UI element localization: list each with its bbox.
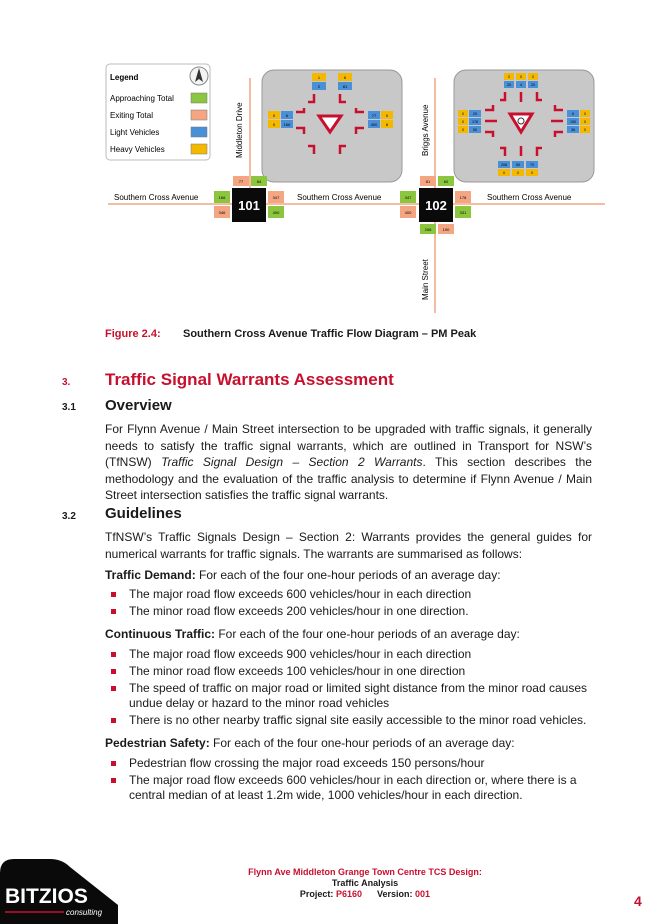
- traffic-demand-heading: [105, 567, 595, 583]
- legend-heavy: Heavy Vehicles: [110, 145, 165, 154]
- flow-value: 6: [285, 113, 289, 118]
- flow-value: 0: [584, 112, 586, 116]
- figure-caption: [105, 328, 476, 340]
- flow-value: 50: [473, 128, 477, 132]
- intersection-102: [400, 176, 471, 234]
- version-value: 001: [415, 889, 431, 899]
- flow-value: 4: [520, 83, 522, 87]
- page-number: 4: [634, 893, 642, 909]
- footer-line-1: [150, 867, 580, 878]
- flow-value: 84: [256, 179, 262, 184]
- figure-number: Figure 2.4:: [105, 328, 161, 340]
- flow-value: 346: [218, 210, 226, 215]
- list-item-text: The major road flow exceeds 600 vehicles/hour in each direction or, where there is a central median of at least 1.2m wide, 1000 vehicles/hour in each direction.: [129, 773, 577, 802]
- continuous-traffic-list: [105, 647, 595, 730]
- list-item-text: There is no other nearby traffic signal site easily accessible to the minor road vehicles.: [129, 713, 587, 727]
- flow-value: 0: [503, 171, 505, 175]
- list-item: [105, 647, 595, 662]
- flow-value: 0: [462, 128, 464, 132]
- flow-value: 1: [317, 75, 321, 80]
- traffic-flow-diagram: [100, 58, 610, 318]
- section-3-1-title: Overview: [105, 397, 172, 414]
- flow-value: 0: [584, 120, 586, 124]
- north-arrow-icon: [190, 67, 208, 85]
- flow-value: 400: [272, 210, 280, 215]
- list-item-text: The major road flow exceeds 900 vehicles/hour in each direction: [129, 647, 472, 661]
- traffic-demand-list: [105, 587, 595, 621]
- flow-value: 400: [404, 210, 412, 215]
- project-label: Project:: [299, 889, 334, 899]
- figure-title: Southern Cross Avenue Traffic Flow Diagram – PM Peak: [183, 328, 477, 340]
- flow-value: 0: [584, 128, 586, 132]
- guidelines-intro: TfNSW’s Traffic Signals Design – Section 2: Warrants provides the general guides for numerical warrants for traffic signals. The warrants are summarised as follows:: [105, 530, 592, 561]
- flow-value: 0: [532, 75, 534, 79]
- overview-reference: Traffic Signal Design – Section 2 Warrants: [161, 455, 423, 469]
- intersection-102-id: 102: [425, 198, 447, 213]
- flow-value: 208: [501, 163, 507, 167]
- flow-value: 208: [424, 227, 432, 232]
- list-item-text: The speed of traffic on major road or limited sight distance from the minor road causes undue delay or hazard to the minor road vehicles: [129, 681, 587, 710]
- version-label: Version:: [377, 889, 413, 899]
- intersection-102-panel: [454, 70, 594, 182]
- flow-value: 347: [404, 195, 412, 200]
- list-item-text: The major road flow exceeds 600 vehicles/hour in each direction: [129, 587, 472, 601]
- legend-approaching: Approaching Total: [110, 94, 174, 103]
- flow-value: 0: [272, 122, 276, 127]
- list-item: [105, 773, 595, 803]
- logo-wordmark: BITZIOS: [5, 885, 88, 908]
- flow-value: 0: [462, 112, 464, 116]
- flow-value: 0: [462, 120, 464, 124]
- flow-value: 81: [425, 179, 431, 184]
- group-text: For each of the four one-hour periods of an average day:: [209, 736, 515, 750]
- logo-tagline: consulting: [66, 908, 103, 917]
- list-item-text: The minor road flow exceeds 200 vehicles/hour in one direction.: [129, 604, 469, 618]
- list-item: [105, 664, 595, 679]
- flow-value: 77: [238, 179, 244, 184]
- intersection-101-id: 101: [238, 198, 260, 213]
- flow-value: 8: [385, 122, 389, 127]
- list-item: [105, 713, 595, 728]
- flow-value: 6: [572, 112, 574, 116]
- list-item: [105, 604, 595, 619]
- pedestrian-safety-list: [105, 756, 595, 805]
- flow-value: 166: [283, 122, 291, 127]
- flow-value: 50: [516, 163, 520, 167]
- road-label-middleton: Middleton Drive: [235, 102, 244, 158]
- flow-value: 178: [459, 195, 467, 200]
- flow-value: 70: [530, 163, 534, 167]
- list-item: [105, 587, 595, 602]
- section-3-2-title: Guidelines: [105, 505, 182, 522]
- list-item: [105, 681, 595, 711]
- road-label-briggs: Briggs Avenue: [421, 104, 430, 156]
- group-label: Traffic Demand:: [105, 568, 196, 582]
- footer-project-title: Flynn Ave Middleton Grange Town Centre TCS Design:: [248, 867, 482, 877]
- footer-line-2: Traffic Analysis: [331, 878, 399, 888]
- section-3-title: Traffic Signal Warrants Assessment: [105, 370, 394, 389]
- legend-light: Light Vehicles: [110, 128, 160, 137]
- flow-value: 0: [517, 171, 519, 175]
- intersection-101: [214, 176, 284, 222]
- flow-value: 400: [370, 122, 378, 127]
- road-label-scross-mid: Southern Cross Avenue: [297, 193, 382, 202]
- list-item-text: Pedestrian flow crossing the major road exceeds 150 persons/hour: [129, 756, 485, 770]
- flow-value: 20: [473, 112, 477, 116]
- group-text: For each of the four one-hour periods of an average day:: [215, 627, 520, 641]
- list-item-text: The minor road flow exceeds 100 vehicles/hour in one direction: [129, 664, 466, 678]
- flow-value: 0: [272, 113, 276, 118]
- group-text: For each of the four one-hour periods of an average day:: [195, 568, 501, 582]
- flow-value: 178: [472, 120, 478, 124]
- flow-value: 150: [570, 120, 576, 124]
- flow-value: 6: [343, 75, 347, 80]
- flow-value: 166: [218, 195, 226, 200]
- section-3-2-number: 3.2: [62, 511, 76, 522]
- overview-text: For Flynn Avenue / Main Street intersection to be upgraded with traffic signals, it generally needs to satisfy the traffic signal warrants, which are outlined in Transport for NSW’s (TfNSW): [105, 422, 592, 469]
- list-item: [105, 756, 595, 771]
- flow-value: 20: [507, 83, 511, 87]
- flow-value: 190: [442, 227, 450, 232]
- road-label-scross-right: Southern Cross Avenue: [487, 193, 572, 202]
- legend: [106, 64, 210, 160]
- flow-value: 2: [317, 84, 321, 89]
- legend-exiting: Exiting Total: [110, 111, 153, 120]
- overview-text: . This section describes the methodology and the evaluation of the traffic analysis to determine if Flynn Avenue / Main Street intersection satisfies the traffic signal warrants.: [105, 455, 592, 502]
- road-label-main: Main Street: [421, 259, 430, 300]
- flow-value: 0: [508, 75, 510, 79]
- flow-value: 60: [443, 179, 449, 184]
- pedestrian-safety-heading: [105, 735, 595, 751]
- overview-paragraph: [105, 421, 592, 504]
- intersection-101-panel: [262, 70, 402, 182]
- flow-value: 81: [342, 84, 348, 89]
- section-3-number: 3.: [62, 377, 71, 388]
- group-label: Pedestrian Safety:: [105, 736, 210, 750]
- bitzios-logo: [0, 855, 118, 924]
- flow-value: 36: [571, 128, 575, 132]
- flow-value: 0: [531, 171, 533, 175]
- flow-value: 0: [520, 75, 522, 79]
- section-3-1-number: 3.1: [62, 402, 76, 413]
- flow-value: 347: [272, 195, 280, 200]
- project-value: P6160: [335, 889, 362, 899]
- group-label: Continuous Traffic:: [105, 627, 215, 641]
- flow-value: 20: [531, 83, 535, 87]
- flow-value: 77: [371, 113, 377, 118]
- footer-line-3: [150, 889, 580, 900]
- continuous-traffic-heading: [105, 626, 595, 642]
- road-label-scross-left: Southern Cross Avenue: [114, 193, 199, 202]
- flow-value: 331: [459, 210, 467, 215]
- flow-value: 0: [385, 113, 389, 118]
- legend-title: Legend: [110, 73, 139, 82]
